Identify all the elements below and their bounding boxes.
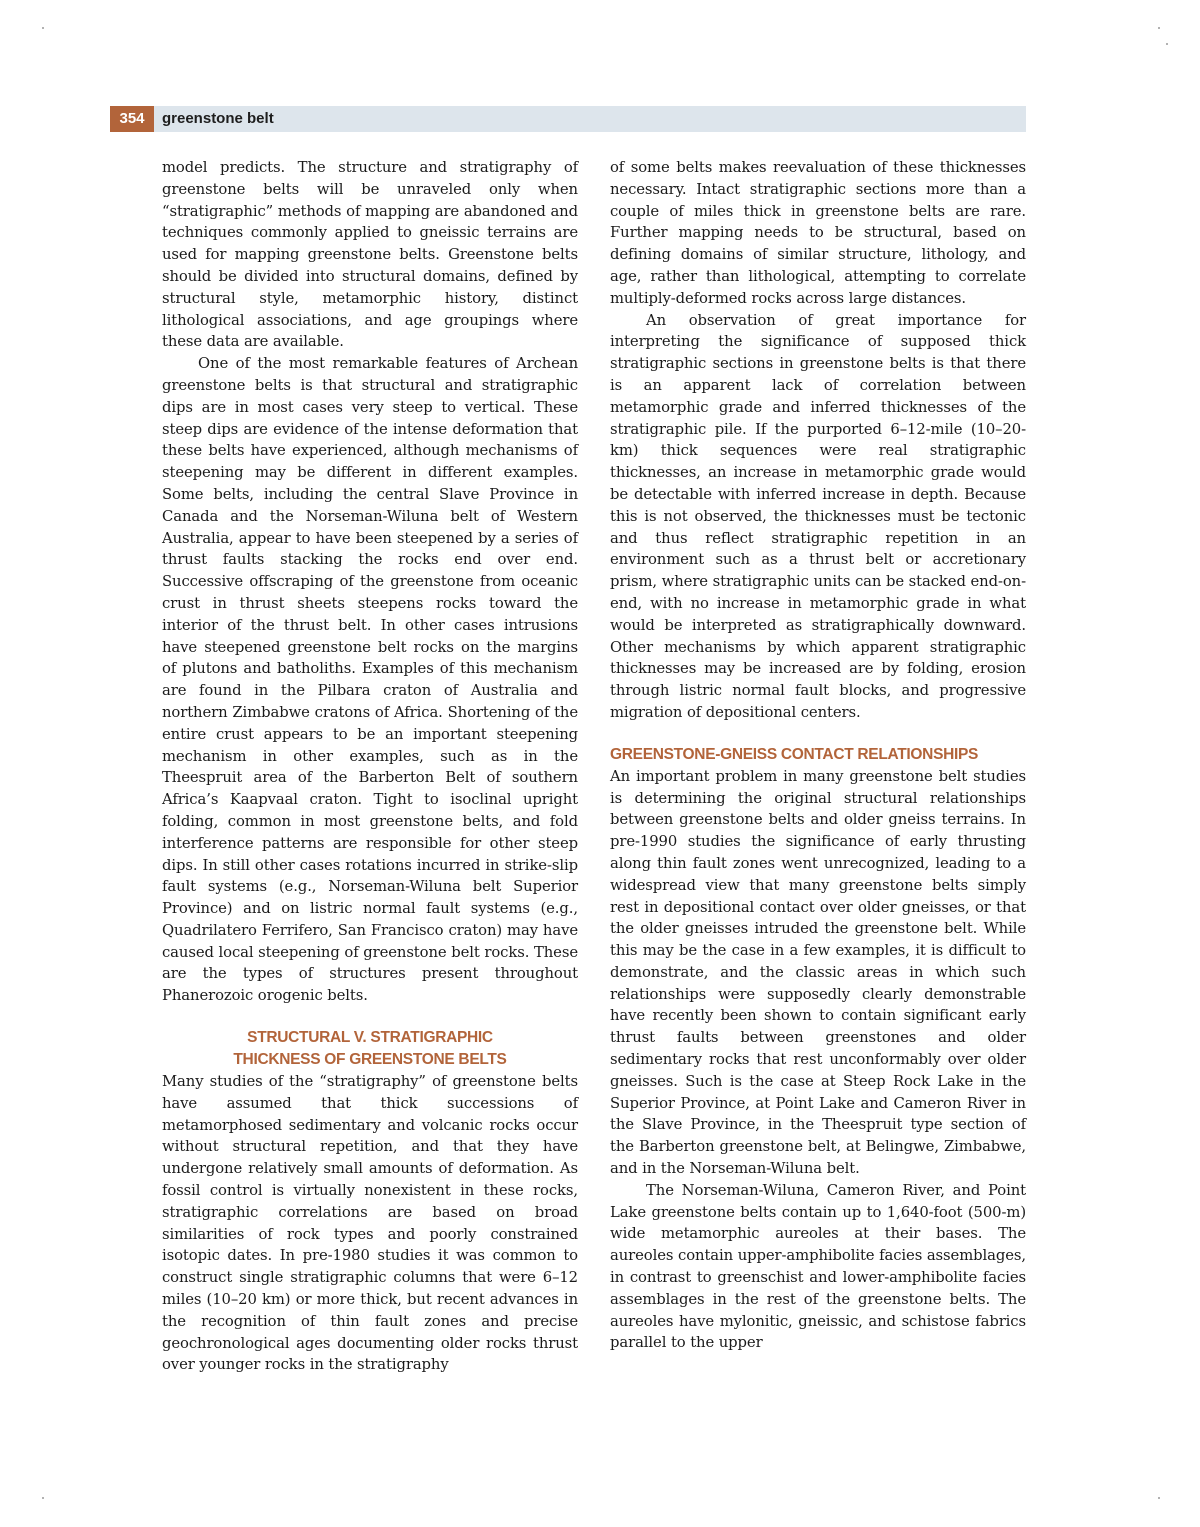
heading-line: THICKNESS OF GREENSTONE BELTS	[233, 1051, 507, 1069]
paragraph: of some belts makes reevaluation of these thicknesses necessary. Intact stratigraphic sections more than a couple of miles thick in greenstone belts are rare. Further mapping needs to be structural, based on defining domains of similar structure, lithology, and age, rather than lithological, attempting to correlate multiply-deformed rocks across large distances.	[610, 159, 1026, 307]
paragraph: The Norseman-Wiluna, Cameron River, and Point Lake greenstone belts contain up to 1,640-foot (500-m) wide metamorphic aureoles at their bases. The aureoles contain upper-amphibolite facies assemblages, in contrast to greenschist and lower-amphibolite facies assemblages in the rest of the greenstone belts. The aureoles have mylonitic, gneissic, and schistose fabrics parallel to the upper	[610, 1181, 1026, 1352]
running-header	[110, 106, 1026, 132]
crop-mark-bottom-left	[42, 1497, 44, 1499]
section-heading-structural-v-stratigraphic	[162, 1027, 578, 1071]
paragraph: model predicts. The structure and stratigraphy of greenstone belts will be unraveled only when “stratigraphic” methods of mapping are abandoned and techniques commonly applied to gneissic terrains are used for mapping greenstone belts. Greenstone belts should be divided into structural domains, defined by structural style, metamorphic history, distinct lithological associations, and age groupings where these data are available.	[162, 159, 578, 351]
paragraph: An important problem in many greenstone belt studies is determining the original structural relationships between greenstone belts and older gneiss terrains. In pre-1990 studies the significance of early thrusting along thin fault zones went unrecognized, leading to a widespread view that many greenstone belts simply rest in depositional contact over older gneisses, or that the older gneisses intruded the greenstone belt. While this may be the case in a few examples, it is difficult to demonstrate, and the classic areas in which such relationships were supposedly clearly demonstrable have recently been shown to contain significant early thrust faults between greenstones and older sedimentary rocks that rest unconformably over older gneisses. Such is the case at Steep Rock Lake in the Superior Province, at Point Lake and Cameron River in the Slave Province, in the Theespruit type section of the Barberton greenstone belt, at Belingwe, Zimbabwe, and in the Norseman-Wiluna belt.	[610, 767, 1026, 1178]
paragraph: An observation of great importance for interpreting the significance of supposed thick stratigraphic sections in greenstone belts is that there is an apparent lack of correlation between metamorphic grade and inferred thicknesses of the stratigraphic pile. If the purported 6–12-mile (10–20-km) thick sequences were real stratigraphic thicknesses, an increase in metamorphic grade would be detectable with inferred increase in depth. Because this is not observed, the thicknesses must be tectonic and thus reflect stratigraphic repetition in an environment such as a thrust belt or accretionary prism, where stratigraphic units can be stacked end-on-end, with no increase in metamorphic grade in what would be interpreted as stratigraphically downward. Other mechanisms by which apparent stratigraphic thicknesses may be increased are by folding, erosion through listric normal fault blocks, and progressive migration of depositional centers.	[610, 311, 1026, 721]
left-column	[162, 157, 578, 1376]
right-column	[610, 157, 1026, 1354]
crop-mark-bottom-right	[1158, 1497, 1160, 1499]
crop-mark-top-right-inner	[1166, 43, 1168, 45]
page-number: 354	[110, 106, 154, 132]
paragraph: Many studies of the “stratigraphy” of greenstone belts have assumed that thick successions of metamorphosed sedimentary and volcanic rocks occur without structural repetition, and that they have undergone relatively small amounts of deformation. As fossil control is virtually nonexistent in these rocks, stratigraphic correlations are based on broad similarities of rock types and poorly constrained isotopic dates. In pre-1980 studies it was common to construct single stratigraphic columns that were 6–12 miles (10–20 km) or more thick, but recent advances in the recognition of thin fault zones and precise geochronological ages documenting older rocks thrust over younger rocks in the stratigraphy	[162, 1073, 578, 1374]
paragraph: One of the most remarkable features of Archean greenstone belts is that structural and stratigraphic dips are in most cases very steep to vertical. These steep dips are evidence of the intense deformation that these belts have experienced, although mechanisms of steepening may be different in different examples. Some belts, including the central Slave Province in Canada and the Norseman-Wiluna belt of Western Australia, appear to have been steepened by a series of thrust faults stacking the rocks end over end. Successive offscraping of the greenstone from oceanic crust in thrust sheets steepens rocks toward the interior of the thrust belt. In other cases intrusions have steepened greenstone belt rocks on the margins of plutons and batholiths. Examples of this mechanism are found in the Pilbara craton of Australia and northern Zimbabwe cratons of Africa. Shortening of the entire crust appears to be an important steepening mechanism in other examples, such as in the Theespruit area of the Barberton Belt of southern Africa’s Kaapvaal craton. Tight to isoclinal upright folding, common in most greenstone belts, and fold interference patterns are responsible for other steep dips. In still other cases rotations incurred in strike-slip fault systems (e.g., Norseman-Wiluna belt Superior Province) and on listric normal fault systems (e.g., Quadrilatero Ferrifero, San Francisco craton) may have caused local steepening of greenstone belt rocks. These are the types of structures present throughout Phanerozoic orogenic belts.	[162, 355, 578, 1005]
running-head-title: greenstone belt	[162, 110, 274, 127]
crop-mark-top-left	[42, 27, 44, 29]
section-heading-greenstone-gneiss-contact: GREENSTONE-GNEISS CONTACT RELATIONSHIPS	[610, 745, 979, 763]
crop-mark-top-right	[1158, 27, 1160, 29]
heading-line: STRUCTURAL V. STRATIGRAPHIC	[247, 1029, 493, 1047]
